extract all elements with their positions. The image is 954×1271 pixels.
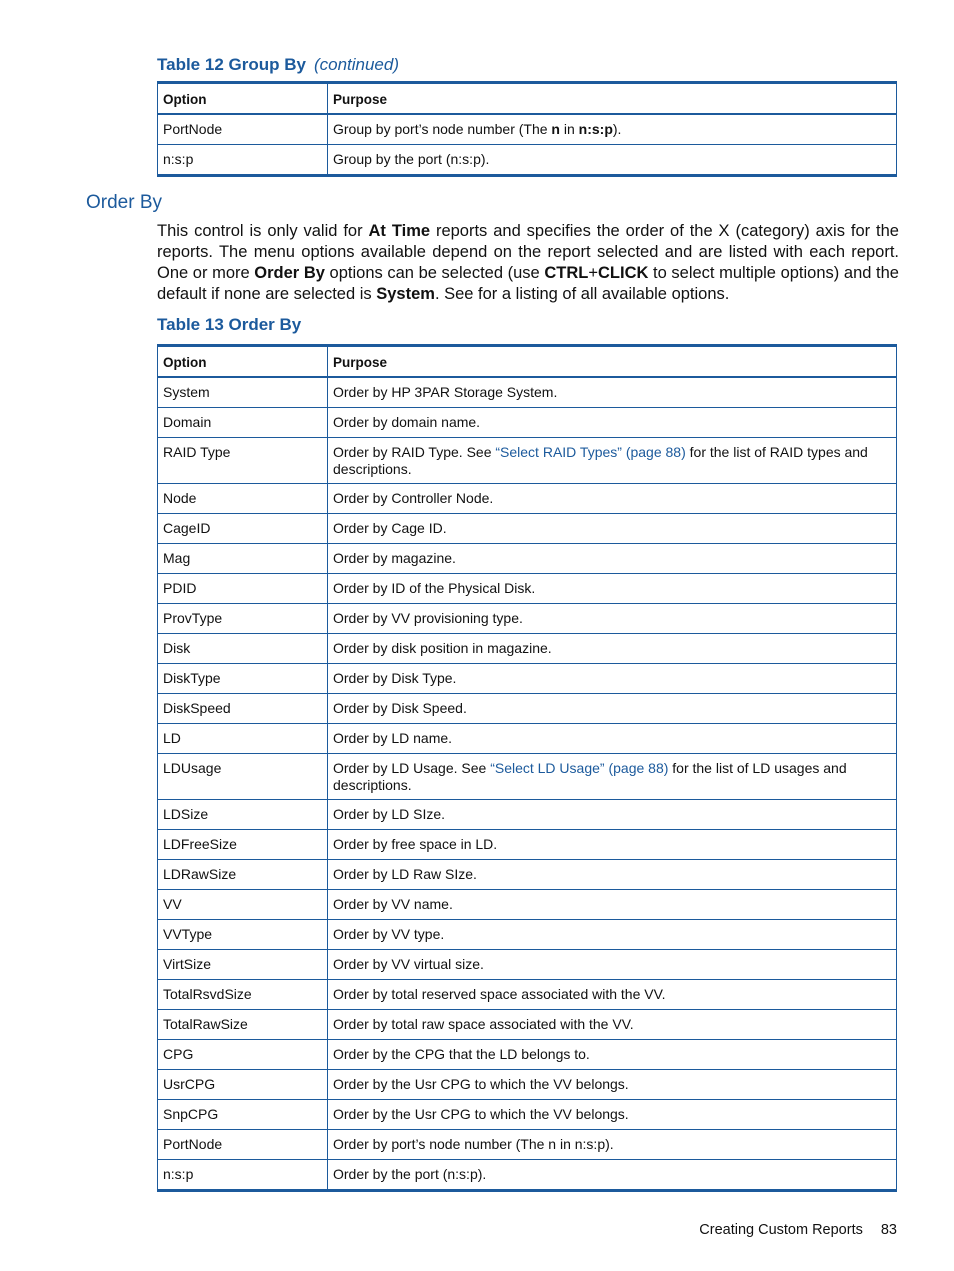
table-row xyxy=(158,377,897,408)
table12-caption-title: Table 12 Group By xyxy=(157,55,306,74)
purpose-cell: Order by Disk Type. xyxy=(328,664,897,694)
table-row xyxy=(158,544,897,574)
option-cell: VirtSize xyxy=(158,950,328,980)
purpose-cell: Group by the port (n:s:p). xyxy=(328,145,897,176)
purpose-cell: Order by VV type. xyxy=(328,920,897,950)
table-row xyxy=(158,408,897,438)
option-cell: SnpCPG xyxy=(158,1100,328,1130)
option-cell: Node xyxy=(158,484,328,514)
para-text: + xyxy=(588,264,598,282)
purpose-text: Order by RAID Type. See xyxy=(333,444,496,460)
para-text: to select multiple options) and the default if none are selected is xyxy=(157,264,899,303)
para-text: reports and specifies the order of the X (category) axis for the reports. The menu options available depend on the report selected and are listed with each report. One or more xyxy=(157,222,899,282)
column-header-purpose: Purpose xyxy=(328,83,897,115)
purpose-text: for the list of LD usages and descriptions. xyxy=(333,760,847,793)
para-text: This control is only valid for xyxy=(157,222,369,240)
order-by-description xyxy=(157,221,899,305)
table-header-row xyxy=(158,83,897,115)
option-cell: VVType xyxy=(158,920,328,950)
para-bold: At Time xyxy=(368,222,431,240)
purpose-text: ). xyxy=(612,121,622,137)
table-row xyxy=(158,145,897,176)
table-row xyxy=(158,754,897,800)
table-row xyxy=(158,484,897,514)
purpose-cell: Order by domain name. xyxy=(328,408,897,438)
table-row xyxy=(158,724,897,754)
table-row xyxy=(158,514,897,544)
purpose-cell: Order by VV name. xyxy=(328,890,897,920)
para-bold: CLICK xyxy=(597,264,649,282)
purpose-cell: Order by VV provisioning type. xyxy=(328,604,897,634)
option-cell: VV xyxy=(158,890,328,920)
purpose-cell: Order by HP 3PAR Storage System. xyxy=(328,377,897,408)
table-row xyxy=(158,604,897,634)
purpose-cell: Order by Cage ID. xyxy=(328,514,897,544)
purpose-cell: Order by LD SIze. xyxy=(328,800,897,830)
option-cell: CPG xyxy=(158,1040,328,1070)
purpose-cell: Order by free space in LD. xyxy=(328,830,897,860)
option-cell: TotalRsvdSize xyxy=(158,980,328,1010)
column-header-option: Option xyxy=(158,346,328,378)
purpose-cell: Order by total raw space associated with the VV. xyxy=(328,1010,897,1040)
table-row xyxy=(158,1160,897,1191)
table-row xyxy=(158,664,897,694)
purpose-bold: n:s:p xyxy=(578,121,613,137)
option-cell: Disk xyxy=(158,634,328,664)
option-cell: n:s:p xyxy=(158,145,328,176)
table-row xyxy=(158,1040,897,1070)
option-cell: TotalRawSize xyxy=(158,1010,328,1040)
table-row xyxy=(158,950,897,980)
column-header-option: Option xyxy=(158,83,328,115)
option-cell: Mag xyxy=(158,544,328,574)
para-text: . See for a listing of all available options. xyxy=(434,285,730,303)
purpose-bold: n xyxy=(551,121,560,137)
table13-order-by xyxy=(157,344,897,1192)
para-bold: System xyxy=(376,285,435,303)
option-cell: UsrCPG xyxy=(158,1070,328,1100)
page-footer xyxy=(600,1222,897,1238)
para-text: options can be selected (use xyxy=(324,264,545,282)
table-row xyxy=(158,890,897,920)
table-row xyxy=(158,1010,897,1040)
table-row xyxy=(158,1130,897,1160)
purpose-text: Order by LD Usage. See xyxy=(333,760,491,776)
column-header-purpose: Purpose xyxy=(328,346,897,378)
table-row xyxy=(158,920,897,950)
purpose-cell: Order by the Usr CPG to which the VV belongs. xyxy=(328,1100,897,1130)
option-cell: LDSize xyxy=(158,800,328,830)
purpose-cell: Order by LD Raw SIze. xyxy=(328,860,897,890)
purpose-cell: Order by LD name. xyxy=(328,724,897,754)
table-row xyxy=(158,830,897,860)
option-cell: n:s:p xyxy=(158,1160,328,1191)
table-row xyxy=(158,1100,897,1130)
page-number: 83 xyxy=(880,1222,897,1238)
section-heading-order-by: Order By xyxy=(86,192,163,213)
option-cell: PDID xyxy=(158,574,328,604)
option-cell: LDRawSize xyxy=(158,860,328,890)
table-row xyxy=(158,574,897,604)
table12-caption xyxy=(157,55,399,75)
option-cell: CageID xyxy=(158,514,328,544)
purpose-cell: Order by the port (n:s:p). xyxy=(328,1160,897,1191)
cross-reference-link[interactable]: “Select RAID Types” (page 88) xyxy=(495,444,686,460)
table-row xyxy=(158,694,897,724)
purpose-cell xyxy=(328,438,897,484)
option-cell: DiskType xyxy=(158,664,328,694)
table-row xyxy=(158,860,897,890)
purpose-cell: Order by VV virtual size. xyxy=(328,950,897,980)
purpose-cell: Order by disk position in magazine. xyxy=(328,634,897,664)
option-cell: ProvType xyxy=(158,604,328,634)
purpose-text: in xyxy=(559,121,579,137)
option-cell: DiskSpeed xyxy=(158,694,328,724)
purpose-text: for the list of RAID types and descriptions. xyxy=(333,444,868,477)
purpose-cell xyxy=(328,114,897,145)
table-row xyxy=(158,980,897,1010)
option-cell: PortNode xyxy=(158,1130,328,1160)
table-row xyxy=(158,634,897,664)
purpose-cell: Order by the Usr CPG to which the VV belongs. xyxy=(328,1070,897,1100)
purpose-cell: Order by port’s node number (The n in n:s:p). xyxy=(328,1130,897,1160)
purpose-text: Group by port’s node number (The xyxy=(333,121,552,137)
purpose-cell: Order by ID of the Physical Disk. xyxy=(328,574,897,604)
table-row xyxy=(158,438,897,484)
purpose-cell: Order by the CPG that the LD belongs to. xyxy=(328,1040,897,1070)
purpose-cell: Order by magazine. xyxy=(328,544,897,574)
purpose-cell xyxy=(328,754,897,800)
table-row xyxy=(158,114,897,145)
table-row xyxy=(158,800,897,830)
option-cell: System xyxy=(158,377,328,408)
table13-caption: Table 13 Order By xyxy=(157,315,302,334)
footer-chapter-title: Creating Custom Reports xyxy=(699,1222,863,1238)
option-cell: PortNode xyxy=(158,114,328,145)
table12-continued-label: (continued) xyxy=(313,55,400,74)
purpose-cell: Order by total reserved space associated with the VV. xyxy=(328,980,897,1010)
purpose-cell: Order by Disk Speed. xyxy=(328,694,897,724)
table-row xyxy=(158,1070,897,1100)
option-cell: LD xyxy=(158,724,328,754)
option-cell: RAID Type xyxy=(158,438,328,484)
option-cell: LDFreeSize xyxy=(158,830,328,860)
purpose-cell: Order by Controller Node. xyxy=(328,484,897,514)
cross-reference-link[interactable]: “Select LD Usage” (page 88) xyxy=(490,760,669,776)
option-cell: Domain xyxy=(158,408,328,438)
option-cell: LDUsage xyxy=(158,754,328,800)
para-bold: CTRL xyxy=(544,264,589,282)
table-header-row xyxy=(158,346,897,378)
para-bold: Order By xyxy=(254,264,325,282)
table12-group-by xyxy=(157,81,897,177)
